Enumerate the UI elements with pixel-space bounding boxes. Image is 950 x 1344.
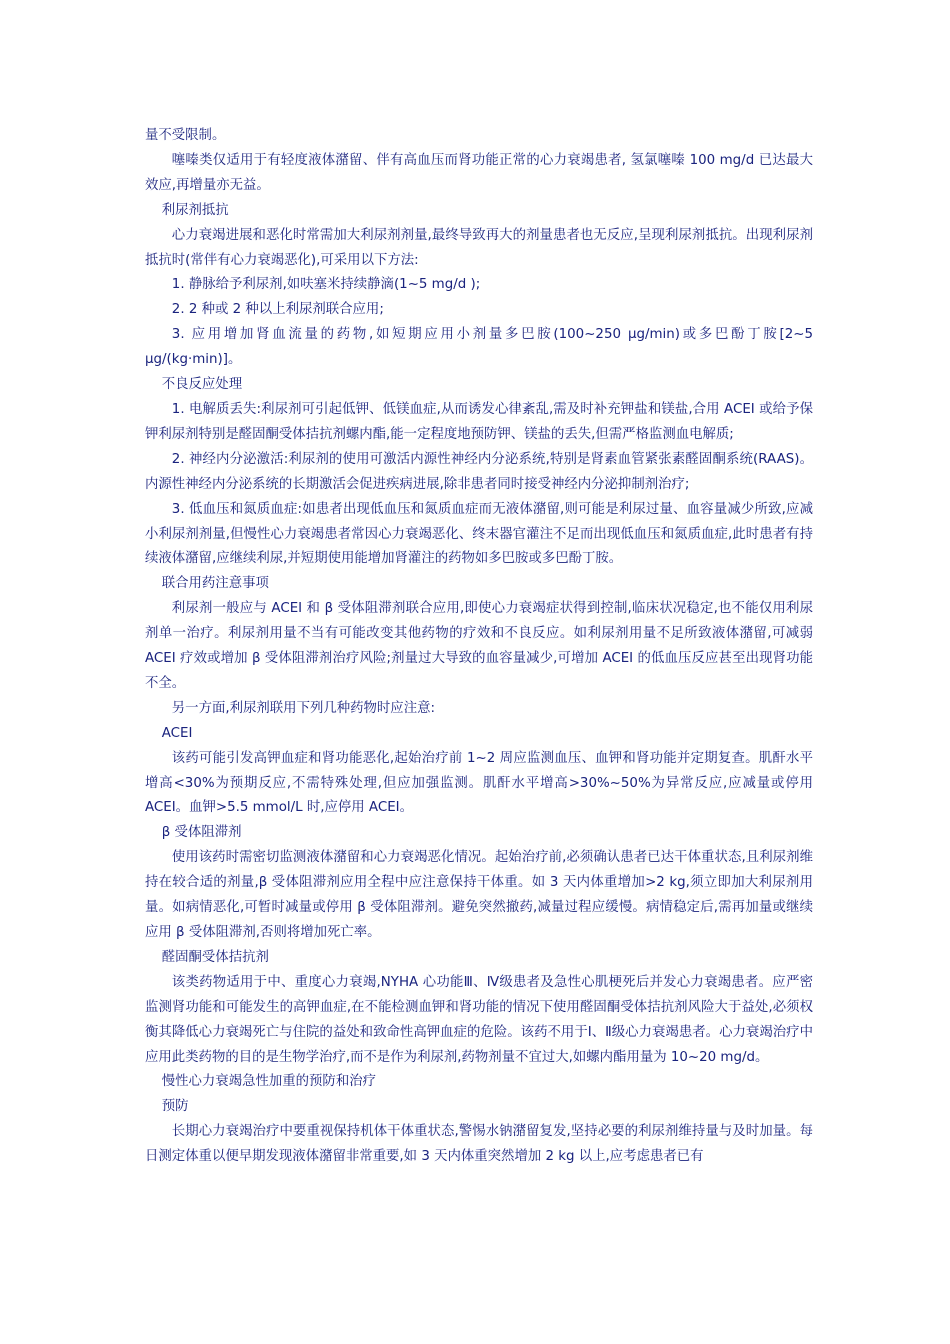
section-heading: 利尿剂抵抗 — [161, 202, 229, 218]
paragraph: 长期心力衰竭治疗中要重视保持机体干体重状态,警惕水钠潴留复发,坚持必要的利尿剂维持量与及时加量。每日测定体重以便早期发现液体潴留非常重要,如 3 天内体重突然增加 2 kg 以上,应考虑患者已有 — [145, 1124, 813, 1165]
section-heading: ACEI — [161, 725, 193, 741]
list-item: 2. 神经内分泌激活:利尿剂的使用可激活内源性神经内分泌系统,特别是肾素血管紧张素醛固酮系统(RAAS)。内源性神经内分泌系统的长期激活会促进疾病进展,除非患者同时接受神经内分泌抑制剂治疗; — [145, 451, 813, 492]
paragraph: 该类药物适用于中、重度心力衰竭,NYHA 心功能Ⅲ、Ⅳ级患者及急性心肌梗死后并发心力衰竭患者。应严密监测肾功能和可能发生的高钾血症,在不能检测血钾和肾功能的情况下使用醛固酮受体拮抗剂风险大于益处,必须权衡其降低心力衰竭死亡与住院的益处和致命性高钾血症的危险。该药不用于Ⅰ、Ⅱ级心力衰竭患者。心力衰竭治疗中应用此类药物的目的是生物学治疗,而不是作为利尿剂,药物剂量不宜过大,如螺内酯用量为 10~20 mg/d。 — [145, 974, 813, 1065]
paragraph: 利尿剂一般应与 ACEI 和 β 受体阻滞剂联合应用,即使心力衰竭症状得到控制,临床状况稳定,也不能仅用利尿剂单一治疗。利尿剂用量不当有可能改变其他药物的疗效和不良反应。如利尿剂用量不足所致液体潴留,可减弱 ACEI 疗效或增加 β 受体阻滞剂治疗风险;剂量过大导致的血容量减少,可增加 ACEI 的低血压反应甚至出现肾功能不全。 — [145, 601, 813, 691]
paragraph: 心力衰竭进展和恶化时常需加大利尿剂剂量,最终导致再大的剂量患者也无反应,呈现利尿剂抵抗。出现利尿剂抵抗时(常伴有心力衰竭恶化),可采用以下方法: — [145, 227, 813, 268]
section-heading: 醛固酮受体拮抗剂 — [161, 949, 269, 965]
section-heading: 联合用药注意事项 — [161, 576, 269, 592]
paragraph: 使用该药时需密切监测液体潴留和心力衰竭恶化情况。起始治疗前,必须确认患者已达干体重状态,且利尿剂维持在较合适的剂量,β 受体阻滞剂应用全程中应注意保持干体重。如 3 天内体重增加>2 kg,须立即加大利尿剂用量。如病情恶化,可暂时减量或停用 β 受体阻滞剂。避免突然撤药,减量过程应缓慢。病情稳定后,需再加量或继续应用 β 受体阻滞剂,否则将增加死亡率。 — [145, 850, 813, 940]
section-heading: β 受体阻滞剂 — [161, 825, 242, 841]
list-item: 2. 2 种或 2 种以上利尿剂联合应用; — [171, 302, 384, 318]
section-heading: 慢性心力衰竭急性加重的预防和治疗 — [161, 1074, 376, 1090]
document-page — [145, 124, 813, 1170]
section-heading: 预防 — [161, 1099, 189, 1115]
list-item: 1. 静脉给予利尿剂,如呋塞米持续静滴(1~5 mg/d ); — [171, 277, 481, 293]
section-heading: 不良反应处理 — [161, 377, 243, 393]
list-item: 3. 应用增加肾血流量的药物,如短期应用小剂量多巴胺(100~250 μg/min)或多巴酚丁胺[2~5 μg/(kg·min)]。 — [145, 327, 813, 368]
list-item: 3. 低血压和氮质血症:如患者出现低血压和氮质血症而无液体潴留,则可能是利尿过量、血容量减少所致,应减小利尿剂剂量,但慢性心力衰竭患者常因心力衰竭恶化、终末器官灌注不足而出现低血压和氮质血症,此时患者有持续液体潴留,应继续利尿,并短期使用能增加肾灌注的药物如多巴胺或多巴酚丁胺。 — [145, 501, 813, 567]
paragraph: 量不受限制。 — [145, 128, 226, 143]
list-item: 1. 电解质丢失:利尿剂可引起低钾、低镁血症,从而诱发心律紊乱,需及时补充钾盐和镁盐,合用 ACEI 或给予保钾利尿剂特别是醛固酮受体拮抗剂螺内酯,能一定程度地预防钾、镁盐的丢失,但需严格监测血电解质; — [145, 401, 813, 442]
paragraph: 噻嗪类仅适用于有轻度液体潴留、伴有高血压而肾功能正常的心力衰竭患者, 氢氯噻嗪 100 mg/d 已达最大效应,再增量亦无益。 — [145, 152, 813, 193]
paragraph: 另一方面,利尿剂联用下列几种药物时应注意: — [171, 700, 435, 716]
paragraph: 该药可能引发高钾血症和肾功能恶化,起始治疗前 1~2 周应监测血压、血钾和肾功能并定期复查。肌酐水平增高<30%为预期反应,不需特殊处理,但应加强监测。肌酐水平增高>30%~50%为异常反应,应减量或停用 ACEI。血钾>5.5 mmol/L 时,应停用 ACEI。 — [145, 750, 813, 816]
